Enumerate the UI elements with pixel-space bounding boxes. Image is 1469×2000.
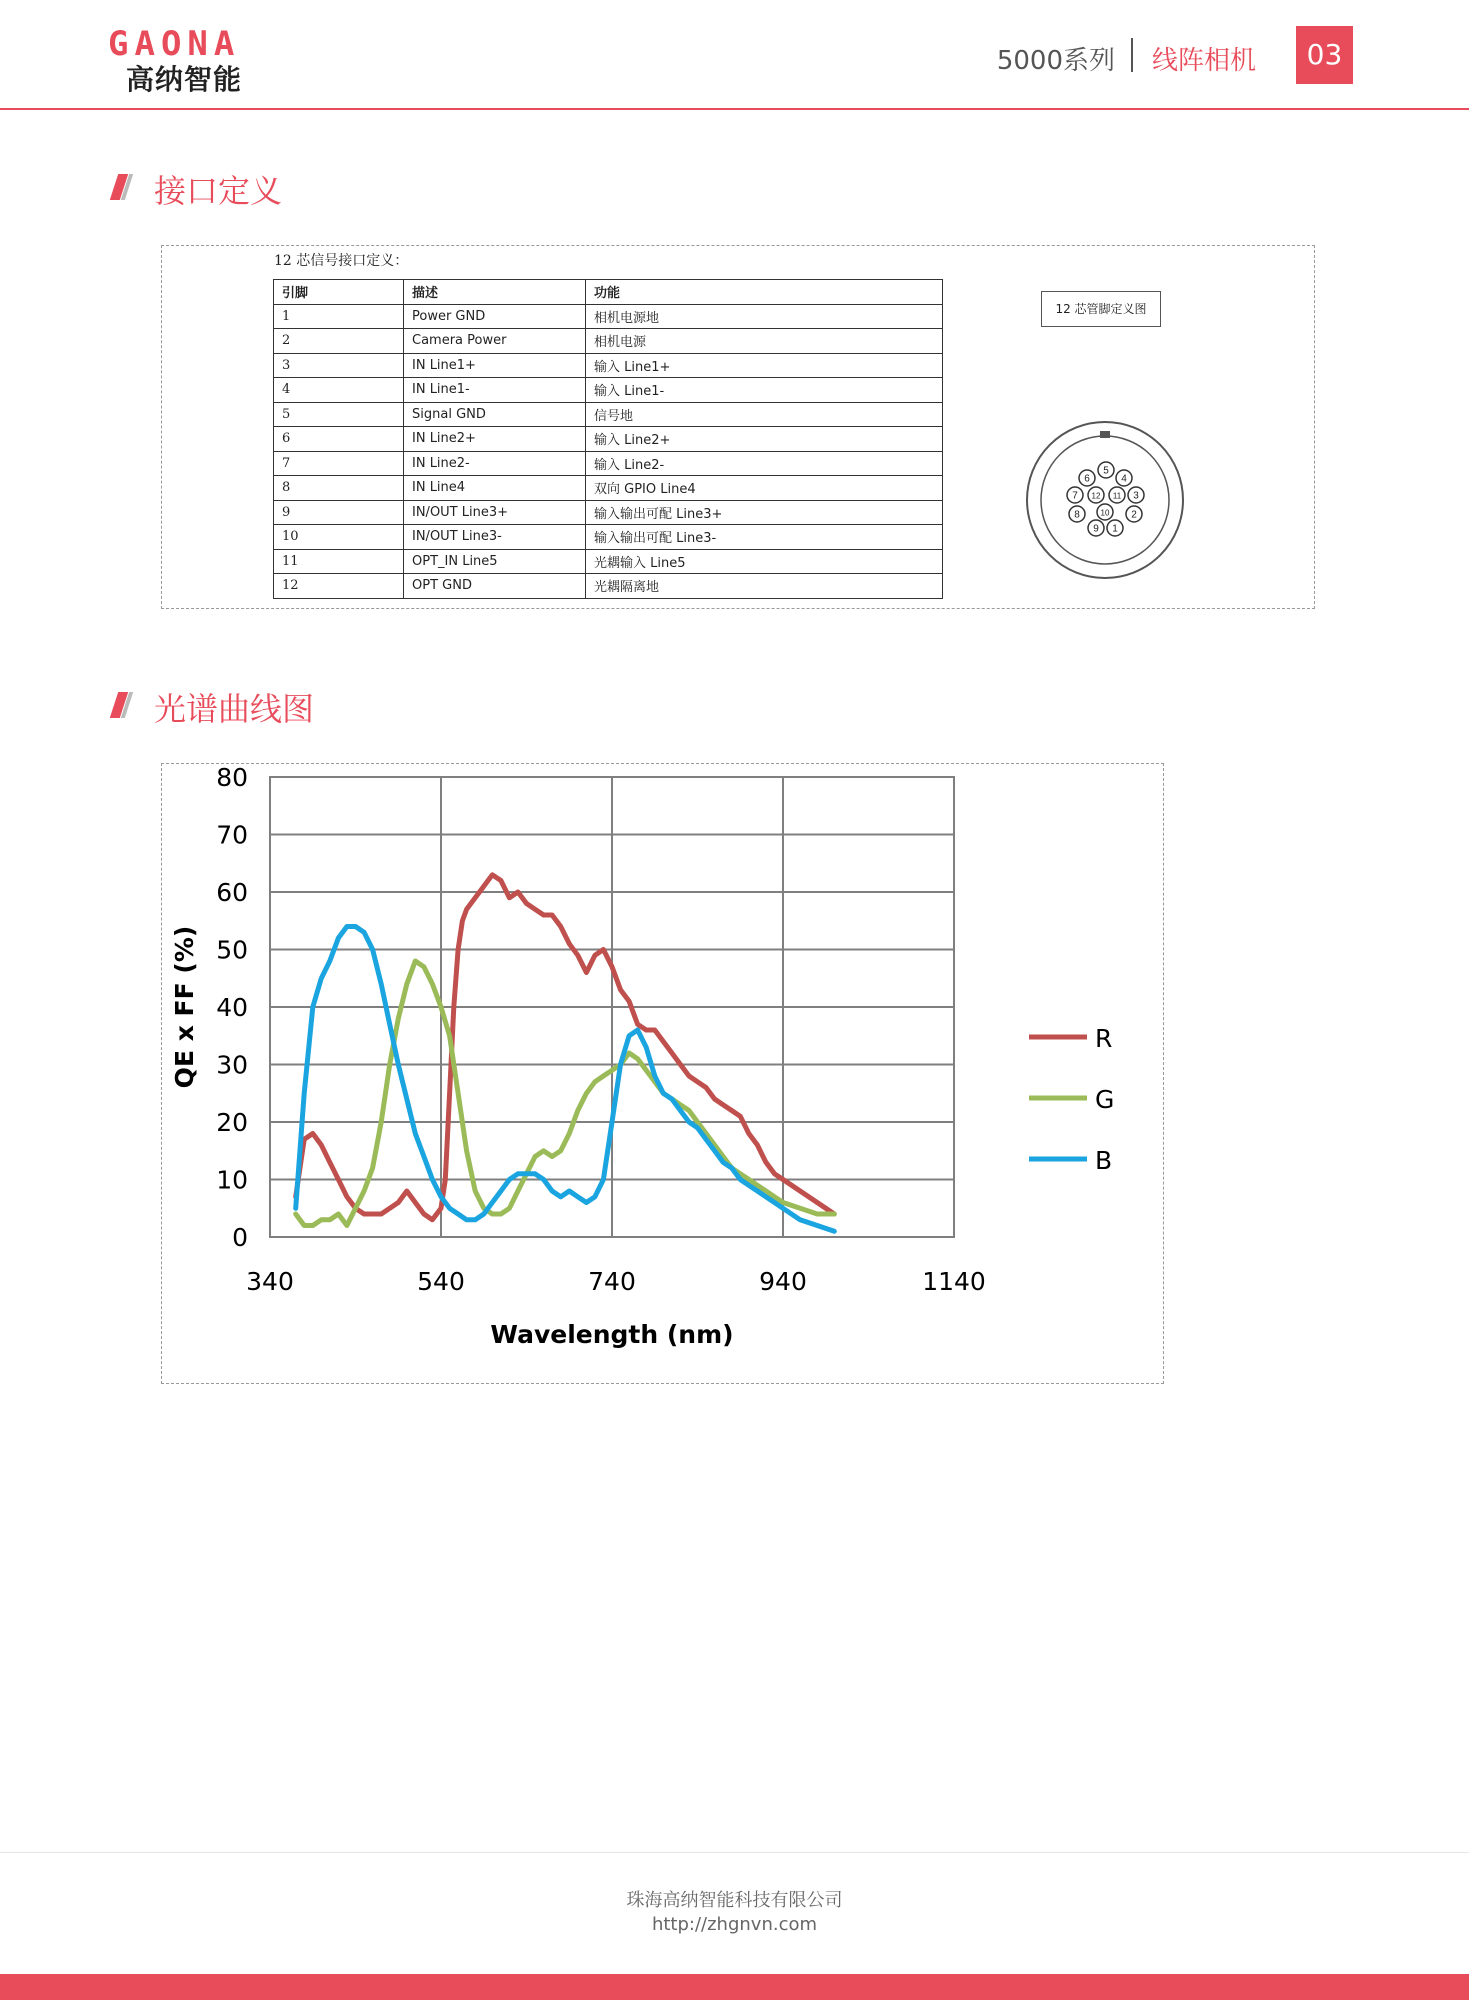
table-row [274,402,943,427]
x-tick-label: 540 [417,1267,465,1296]
logo-chinese-name: 高纳智能 [126,63,243,96]
y-tick-label: 20 [216,1108,248,1137]
logo-wordmark: GAONA [108,24,241,64]
connector-label: 12 芯管脚定义图 [1041,291,1161,327]
connector-pin-label: 5 [1103,465,1109,477]
table-caption: 12 芯信号接口定义： [274,253,409,269]
x-tick-label: 940 [759,1267,807,1296]
product-series: 5000系列 [996,46,1115,76]
x-axis-label: Wavelength (nm) [490,1320,734,1349]
page-header [0,0,1469,110]
y-tick-label: 30 [216,1050,248,1080]
pin-number-cell: 10 [274,525,404,550]
connector-pin-label: 3 [1133,490,1139,502]
connector-pin-label: 2 [1131,509,1137,521]
pin-description-cell: IN Line2- [404,451,586,476]
pin-description-cell: OPT GND [404,574,586,599]
table-row [274,476,943,501]
legend-label-g: G [1095,1085,1115,1114]
y-tick-label: 60 [216,878,248,907]
pin-description-cell: IN Line4 [404,476,586,501]
connector-inner-ring [1041,436,1169,564]
pin-description-cell: Power GND [404,304,586,329]
pin-function-cell: 输入输出可配 Line3+ [586,500,943,525]
x-tick-label: 740 [588,1267,636,1296]
pin-number-cell: 1 [274,304,404,329]
pin-number-cell: 3 [274,353,404,378]
y-tick-label: 10 [216,1165,248,1195]
pin-function-cell: 输入输出可配 Line3- [586,525,943,550]
connector-pin-label: 4 [1121,473,1127,485]
pin-description-cell: IN Line2+ [404,427,586,452]
pin-number-cell: 12 [274,574,404,599]
pin-number-cell: 6 [274,427,404,452]
connector-pin-label: 12 [1091,491,1101,501]
y-tick-label: 80 [216,763,248,792]
x-tick-label: 340 [246,1267,294,1296]
connector-pin-label: 8 [1074,509,1080,521]
pin-function-cell: 输入 Line2+ [586,427,943,452]
pin-description-cell: IN/OUT Line3- [404,525,586,550]
table-row [274,525,943,550]
y-tick-label: 50 [216,935,248,965]
connector-diagram [1024,417,1186,583]
connector-pin-label: 11 [1112,491,1122,501]
connector-key [1100,431,1110,438]
pin-function-cell: 光耦隔离地 [586,574,943,599]
pin-description-cell: Camera Power [404,329,586,354]
connector-pin-label: 9 [1093,523,1099,535]
section-title: 接口定义 [154,172,283,210]
pin-number-cell: 2 [274,329,404,354]
pin-function-cell: 输入 Line1+ [586,353,943,378]
page-number-badge: 03 [1296,26,1353,84]
pin-function-cell: 输入 Line1- [586,378,943,403]
footer-company: 珠海高纳智能科技有限公司 [626,1890,843,1911]
pin-number-cell: 11 [274,549,404,574]
pin-description-cell: IN/OUT Line3+ [404,500,586,525]
pin-description-cell: OPT_IN Line5 [404,549,586,574]
connector-pin-label: 7 [1072,490,1078,502]
connector-pin-label: 6 [1084,473,1090,485]
spectral-response-chart [161,763,1161,1383]
pin-number-cell: 8 [274,476,404,501]
table-row [274,451,943,476]
footer-bar [0,1974,1469,2000]
column-header-function: 功能 [586,280,943,305]
company-logo [108,24,273,96]
table-row [274,500,943,525]
y-tick-label: 0 [232,1223,248,1252]
column-header-pin: 引脚 [274,280,404,305]
pin-function-cell: 相机电源地 [586,304,943,329]
pin-description-cell: IN Line1+ [404,353,586,378]
footer-url: http://zhgnvn.com [651,1914,818,1935]
pin-number-cell: 9 [274,500,404,525]
table-header-row [274,280,943,305]
x-tick-label: 1140 [922,1267,986,1296]
y-tick-label: 40 [216,993,248,1022]
pin-function-cell: 相机电源 [586,329,943,354]
table-row [274,378,943,403]
y-tick-label: 70 [216,820,248,850]
section-title: 光谱曲线图 [154,690,315,728]
pin-function-cell: 双向 GPIO Line4 [586,476,943,501]
table-row [274,329,943,354]
y-axis-label: QE x FF (%) [170,925,199,1089]
header-rule [0,108,1469,110]
product-category: 线阵相机 [1152,46,1257,76]
pin-definition-table [273,279,943,599]
table-row [274,427,943,452]
pin-function-cell: 光耦输入 Line5 [586,549,943,574]
pin-function-cell: 输入 Line2- [586,451,943,476]
legend-label-b: B [1095,1146,1113,1175]
column-header-description: 描述 [404,280,586,305]
table-row [274,304,943,329]
connector-pin-label: 10 [1100,508,1110,518]
footer-rule [0,1852,1469,1853]
pin-function-cell: 信号地 [586,402,943,427]
table-row [274,549,943,574]
header-divider [1131,38,1133,72]
table-row [274,574,943,599]
connector-pin-label: 1 [1112,523,1118,535]
pin-description-cell: IN Line1- [404,378,586,403]
pin-description-cell: Signal GND [404,402,586,427]
table-row [274,353,943,378]
pin-number-cell: 4 [274,378,404,403]
pin-number-cell: 7 [274,451,404,476]
legend-label-r: R [1095,1024,1113,1053]
pin-number-cell: 5 [274,402,404,427]
